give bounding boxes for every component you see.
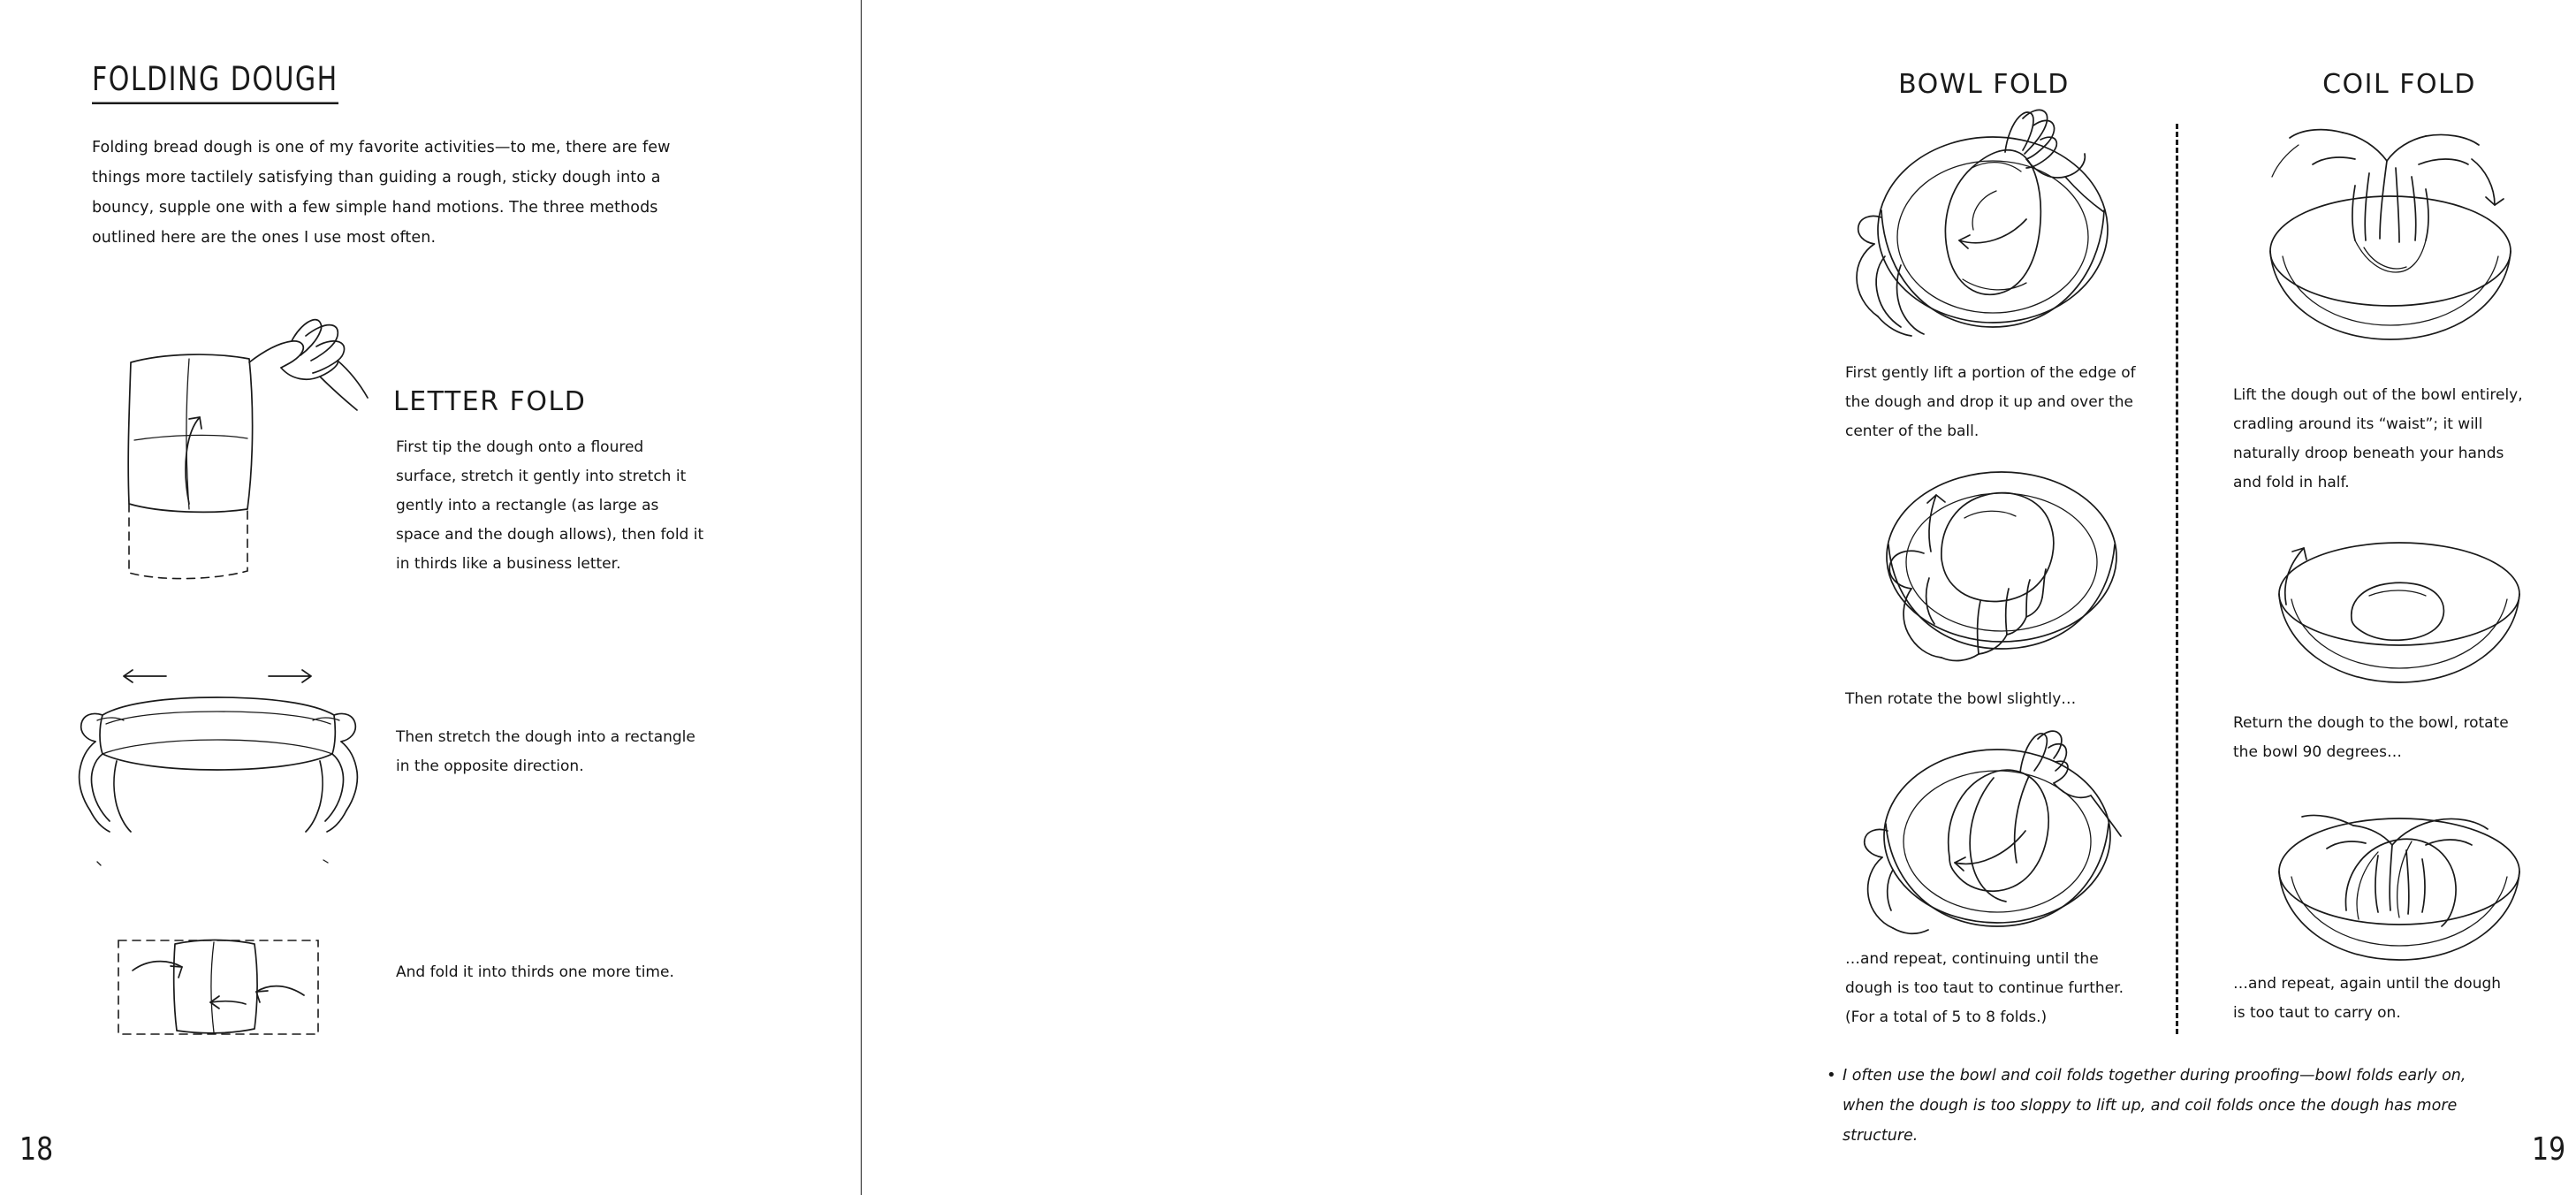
bowl-fold-step-1: First gently lift a portion of the edge of the dough and drop it up and over the center of the ball. — [1845, 364, 2136, 440]
illustration-coil-fold-step1 — [2214, 106, 2567, 354]
illustration-bowl-fold-step2 — [1825, 460, 2169, 681]
closing-note — [1827, 1061, 2496, 1151]
coil-fold-step-3: …and repeat, again until the dough is too taut to carry on. — [2233, 975, 2502, 1022]
letter-fold-step-2: Then stretch the dough into a rectangle in the opposite direction. — [396, 728, 695, 775]
illustration-letter-fold-step2 — [71, 676, 371, 897]
column-divider-dashed — [2176, 124, 2178, 1034]
closing-note-text: I often use the bowl and coil folds together during proofing—bowl folds early on, when the dough is too sloppy to lift up, and coil folds once the dough has more structure. — [1843, 1067, 2466, 1145]
illustration-bowl-fold-step1 — [1816, 106, 2169, 345]
bowl-fold-title — [1834, 69, 2134, 100]
illustration-coil-fold-step2 — [2223, 530, 2567, 707]
page-number-right: 19 — [2532, 1130, 2566, 1168]
bullet-marker: • — [1827, 1066, 1836, 1085]
coil-fold-title-text: COIL FOLD — [2322, 69, 2476, 100]
illustration-bowl-fold-step3 — [1820, 725, 2174, 946]
page-title-text: FOLDING DOUGH — [92, 60, 338, 104]
left-page — [0, 0, 862, 1195]
illustration-coil-fold-step3 — [2223, 787, 2576, 972]
coil-fold-step-1: Lift the dough out of the bowl entirely, cradling around its “waist”; it will naturally droop beneath your hands and fold in half. — [2233, 386, 2523, 491]
page-title — [92, 60, 338, 104]
letter-fold-title-text: LETTER FOLD — [393, 386, 587, 417]
right-page — [862, 0, 2566, 1195]
letter-fold-title — [393, 386, 586, 417]
coil-fold-title — [2249, 69, 2549, 100]
bowl-fold-step-2: Then rotate the bowl slightly… — [1845, 690, 2077, 708]
illustration-letter-fold-step1 — [124, 336, 371, 645]
intro-paragraph: Folding bread dough is one of my favorite activities—to me, there are few things more tactilely satisfying than guiding a rough, sticky dough into a bouncy, supple one with a few simple hand motions. The three methods outlined here are the ones I use most often. — [92, 139, 671, 247]
bowl-fold-step-3: …and repeat, continuing until the dough is too taut to continue further. (For a total of 5 to 8 folds.) — [1845, 950, 2124, 1026]
page-number-left: 18 — [19, 1130, 54, 1168]
illustration-letter-fold-step3 — [115, 928, 336, 1052]
coil-fold-step-2: Return the dough to the bowl, rotate the bowl 90 degrees… — [2233, 714, 2509, 761]
letter-fold-step-1: First tip the dough onto a floured surface, stretch it gently into stretch it gently into a rectangle (as large as space and the dough allows), then fold it in thirds like a business letter. — [396, 438, 704, 573]
letter-fold-step-3: And fold it into thirds one more time. — [396, 963, 674, 981]
bowl-fold-title-text: BOWL FOLD — [1898, 69, 2070, 100]
